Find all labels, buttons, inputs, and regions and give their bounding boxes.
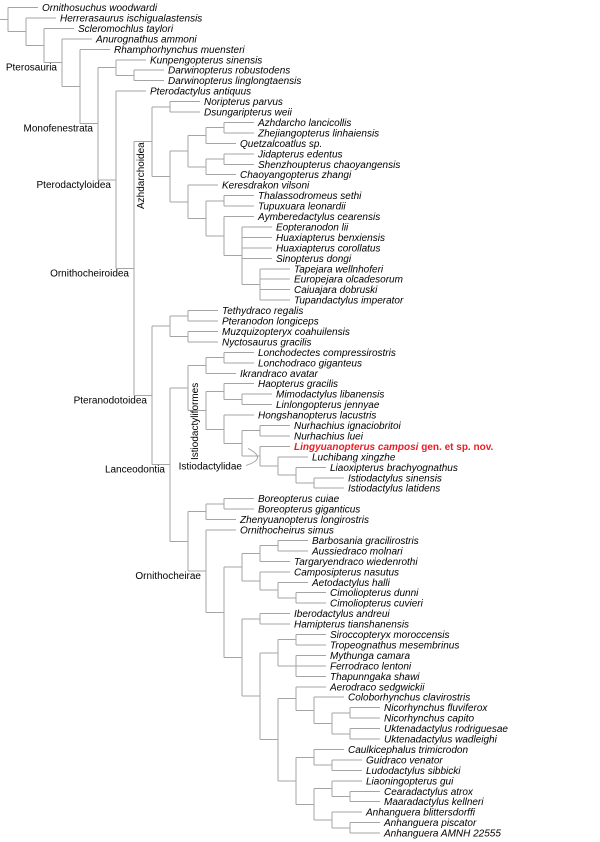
tree-labels (6, 3, 509, 840)
taxon-label: Rhamphorhynchus muensteri (114, 44, 245, 56)
taxon-label: Hongshanopterus lacustris (258, 410, 377, 422)
taxon-label: Nurhachius ignaciobritoi (294, 421, 401, 432)
taxon-label: Tupuxuara leonardii (258, 201, 346, 213)
taxon-label: Anurognathus ammoni (96, 34, 197, 46)
taxon-label: Aetodactylus halli (312, 577, 390, 589)
taxon-label: Zhejiangopterus linhaiensis (258, 128, 380, 140)
taxon-label: Darwinopterus robustodens (168, 65, 291, 77)
taxon-label: Caiuajara dobruski (294, 285, 378, 297)
clade-label-istiodactylidae: Istiodactylidae (178, 461, 242, 473)
taxon-label: Cearadactylus atrox (384, 786, 473, 798)
taxon-label: Lonchodraco giganteus (258, 358, 362, 370)
taxon-label: Shenzhoupterus chaoyangensis (258, 159, 401, 171)
taxon-label: Nicorhynchus fluviferox (384, 703, 488, 715)
taxon-label: Istiodactylus latidens (348, 483, 441, 495)
taxon-label: Luchibang xingzhe (312, 452, 396, 464)
taxon-label: Aymberedactylus cearensis (258, 212, 381, 223)
taxon-label: Noripterus parvus (204, 97, 283, 109)
taxon-label: Jidapterus edentus (258, 149, 343, 161)
taxon-label: Ornithosuchus woodwardi (42, 3, 158, 14)
taxon-label: Europejara olcadesorum (294, 274, 403, 286)
clade-label-azhdarchoidea: Azhdarchoidea (136, 142, 147, 209)
taxon-label: Maaradactylus kellneri (384, 797, 484, 809)
taxon-label: Anhanguera blittersdorffi (366, 807, 475, 819)
taxon-label: Coloborhynchus clavirostris (348, 692, 471, 704)
clade-label-pterosauria: Pterosauria (5, 62, 57, 74)
taxon-label: Nurhachius luei (294, 431, 363, 443)
taxon-label: Cimoliopterus cuvieri (330, 598, 423, 610)
taxon-label: Ludodactylus sibbicki (366, 765, 461, 777)
taxon-label: Guidraco venator (366, 755, 443, 767)
taxon-label: Tropeognathus mesembrinus (330, 640, 460, 652)
taxon-label: Sinopterus dongi (276, 253, 352, 265)
taxon-label: Huaxiapterus benxiensis (276, 232, 385, 244)
taxon-label: Liaoxipterus brachyognathus (330, 462, 458, 474)
taxon-label: Pteranodon longiceps (222, 316, 319, 328)
taxon-label: Liaoningopterus gui (366, 776, 454, 788)
taxon-label: Iberodactylus andreui (294, 609, 390, 621)
taxon-label: Uktenadactylus wadleighi (384, 734, 497, 746)
taxon-label: Muzquizopteryx coahuilensis (222, 326, 350, 338)
taxon-label: Aussiedraco molnari (312, 546, 403, 558)
taxon-label: Barbosania gracilirostris (312, 535, 419, 547)
taxon-label: Lonchodectes compressirostris (258, 347, 396, 359)
taxon-label: Scleromochlus taylori (78, 23, 174, 35)
taxon-label: Tupandactylus imperator (294, 295, 404, 307)
taxon-label: Nicorhynchus capito (384, 713, 475, 725)
taxon-label: Camposipterus nasutus (294, 567, 400, 579)
taxon-label: Haopterus gracilis (258, 379, 339, 391)
taxon-label: Thalassodromeus sethi (258, 191, 362, 203)
taxon-label: Zhenyuanopterus longirostris (240, 515, 369, 527)
taxon-label: Azhdarcho lancicollis (258, 117, 352, 129)
clade-label-monofenestrata: Monofenestrata (23, 123, 93, 135)
taxon-label: Mimodactylus libanensis (276, 389, 385, 401)
taxon-label: Keresdrakon vilsoni (222, 180, 310, 192)
taxon-label: Herrerasaurus ischigualastensis (60, 13, 203, 25)
taxon-label: Istiodactylus sinensis (348, 473, 442, 485)
taxon-label: Kunpengopterus sinensis (150, 55, 263, 67)
taxon-label: Mythunga camara (330, 650, 411, 662)
taxon-label: Siroccopteryx moroccensis (330, 630, 450, 641)
taxon-label: Anhanguera piscator (384, 818, 477, 830)
taxon-label: Ikrandraco avatar (240, 368, 318, 380)
taxon-label: Thapunngaka shawi (330, 671, 420, 683)
taxon-label: Anhanguera AMNH 22555 (384, 828, 501, 840)
clade-label-pterodactyloidea: Pterodactyloidea (36, 179, 111, 191)
taxon-label: Ornithocheirus simus (240, 525, 334, 537)
taxon-label-highlighted: Lingyuanopterus camposi gen. et sp. nov. (294, 441, 494, 453)
taxon-label: Tethydraco regalis (222, 306, 304, 318)
taxon-label: Ferrodraco lentoni (330, 661, 412, 673)
taxon-label: Huaxiapterus corollatus (276, 243, 381, 255)
taxon-label: Uktenadactylus rodriguesae (384, 724, 508, 736)
clade-label-ornithocheirae: Ornithocheirae (135, 571, 201, 583)
taxon-label: Linlongopterus jennyae (276, 400, 380, 412)
taxon-label: Chaoyangopterus zhangi (240, 170, 352, 182)
taxon-label: Dsungaripterus weii (204, 107, 292, 119)
taxon-label: Boreopterus cuiae (258, 494, 340, 506)
taxon-label: Eopteranodon lii (276, 222, 349, 234)
clade-label-pteranodotoidea: Pteranodotoidea (73, 395, 147, 407)
taxon-label: Darwinopterus linglongtaensis (168, 76, 302, 88)
clade-label-ornithocheiroidea: Ornithocheiroidea (50, 268, 129, 280)
taxon-label: Hamipterus tianshanensis (294, 619, 410, 631)
taxon-label: Targaryendraco wiedenrothi (294, 556, 418, 568)
taxon-label: Aerodraco sedgwickii (330, 682, 425, 694)
clade-callout-curve (246, 448, 258, 465)
clade-label-lanceodontia: Lanceodontia (104, 464, 165, 476)
taxon-label: Caulkicephalus trimicrodon (348, 744, 469, 756)
taxon-label: Nyctosaurus gracilis (222, 337, 312, 349)
taxon-label: Cimoliopterus dunni (330, 588, 419, 600)
taxon-label: Quetzalcoatlus sp. (240, 138, 323, 150)
taxon-label: Pterodactylus antiquus (150, 86, 252, 98)
taxon-label: Tapejara wellnhoferi (294, 264, 384, 276)
taxon-label: Boreopterus giganticus (258, 504, 361, 516)
clade-label-istiodactyliformes: Istiodactyliformes (190, 382, 201, 461)
